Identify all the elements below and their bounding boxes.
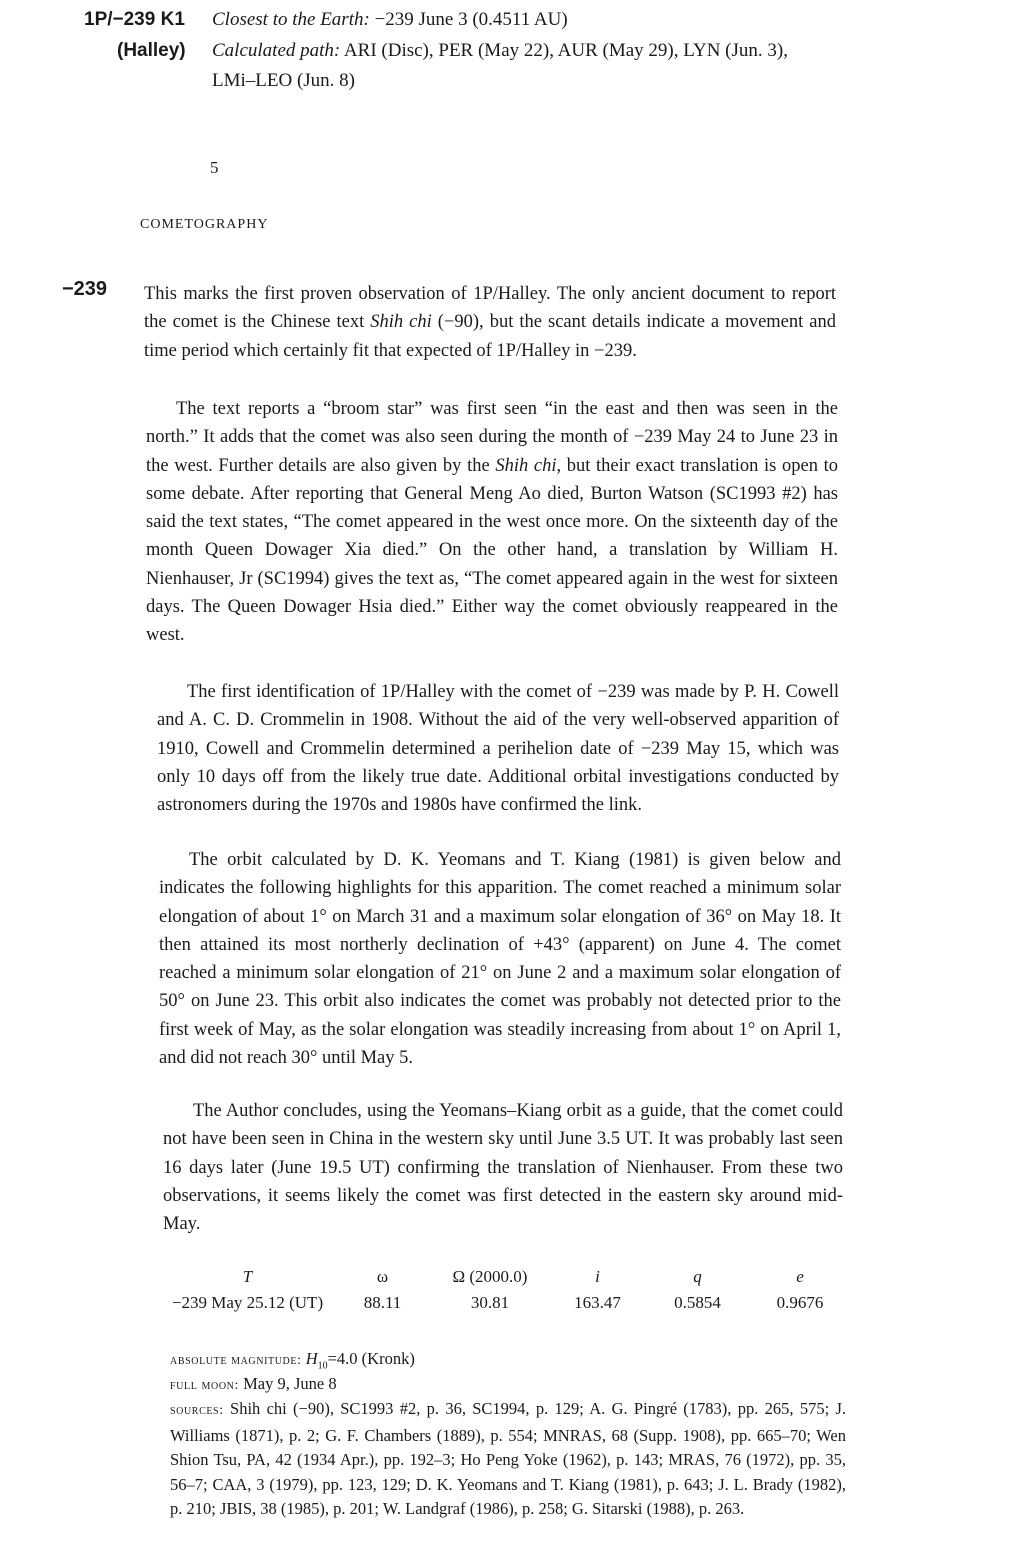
orbital-elements-table [160, 1264, 850, 1316]
comet-name: (Halley) [117, 40, 186, 61]
entry-year: −239 [62, 278, 108, 300]
value-eccentricity: 0.9676 [776, 1293, 824, 1312]
table-row [160, 1290, 850, 1316]
header-perihelion-distance: q [693, 1267, 702, 1286]
page-number: 5 [210, 158, 219, 177]
paragraph-4: The orbit calculated by D. K. Yeomans and T. Kiang (1981) is given below and indicates the following highlights for this apparition. The comet reached a minimum solar elongation of about 1° on March 31 and a maximum solar elongation of 36° on May 18. It then attained its most northerly declination of +43° (apparent) on June 4. The comet reached a minimum solar elongation of 21° on June 2 and a maximum solar elongation of 50° on June 23. This orbit also indicates the comet was probably not detected prior to the first week of May, as the solar elongation was steadily increasing from about 1° on April 1, and did not reach 30° until May 5. [159, 850, 841, 1069]
value-inclination: 163.47 [574, 1293, 621, 1312]
comet-designation: 1P/−239 K1 [84, 9, 185, 30]
calculated-path-value: ARI (Disc), PER (May 22), AUR (May 29), LYN (Jun. 3), [340, 40, 788, 61]
full-moon-note [170, 1372, 846, 1399]
paragraph-1-title: Shih chi [370, 312, 432, 333]
calculated-path-line [212, 40, 788, 62]
magnitude-subscript: 10 [317, 1360, 328, 1372]
header-omega: ω [376, 1267, 389, 1286]
header-perihelion-time: T [242, 1267, 253, 1286]
closest-approach-line [212, 9, 568, 31]
sources-note [170, 1397, 846, 1522]
value-perihelion-distance: 0.5854 [674, 1293, 721, 1312]
paragraph-2 [146, 395, 838, 650]
header-eccentricity: e [796, 1267, 804, 1286]
paragraph-5: The Author concludes, using the Yeomans–Kiang orbit as a guide, that the comet could not have been seen in China in the western sky until June 3.5 UT. It was probably last seen 16 days later (June 19.5 UT) confirming the translation of Nienhauser. From these two observations, it seems likely the comet was first detected in the eastern sky around mid-May. [163, 1101, 843, 1235]
magnitude-symbol: H [305, 1349, 318, 1368]
sources-label: sources: [170, 1403, 224, 1418]
value-omega: 88.11 [363, 1293, 402, 1312]
calculated-path-continuation: LMi–LEO (Jun. 8) [212, 70, 356, 91]
paragraph-1-text-a: This marks the first proven observation of 1P/Halley. The only ancient document to report the comet is the Chinese text [144, 284, 836, 333]
full-moon-label: full moon: [170, 1378, 239, 1393]
closest-approach-value: −239 June 3 (0.4511 AU) [369, 9, 568, 30]
absolute-magnitude-label: absolute magnitude: [170, 1353, 302, 1368]
table-header-row [160, 1264, 850, 1290]
paragraph-2-title: Shih chi [495, 455, 557, 476]
absolute-magnitude-value: =4.0 (Kronk) [327, 1349, 415, 1368]
paragraph-2-text-a: The text reports a “broom star” was first seen “in the east and then was seen in the north.” It adds that the comet was also seen during the month of −239 May 24 to June 23 in the west. Further details are also given by the [146, 399, 838, 476]
sources-value: Shih chi (−90), SC1993 #2, p. 36, SC1994, p. 129; A. G. Pingré (1783), pp. 265, 575; J. Williams (1871), p. 2; G. F. Chambers (1889), p. 554; MNRAS, 68 (Supp. 1908), pp. 665–70; Wen Shion Tsu, PA, 42 (1934 Apr.), pp. 192–3; Ho Peng Yoke (1962), p. 143; MRAS, 76 (1972), pp. 35, 56–7; CAA, 3 (1979), pp. 123, 129; D. K. Yeomans and T. Kiang (1981), p. 643; J. L. Brady (1982), p. 210; JBIS, 38 (1985), p. 201; W. Landgraf (1986), p. 258; G. Sitarski (1988), p. 263. [170, 1399, 846, 1518]
paragraph-1-text-b: (−90), but the scant details indicate a movement and time period which certainly fit that expected of 1P/Halley in −239. [144, 312, 837, 361]
calculated-path-label: Calculated path: [212, 40, 341, 61]
running-head: COMETOGRAPHY [140, 217, 269, 232]
value-node: 30.81 [470, 1293, 510, 1312]
closest-approach-label: Closest to the Earth: [212, 9, 370, 30]
paragraph-1 [144, 280, 836, 365]
value-perihelion-time: −239 May 25.12 (UT) [171, 1293, 324, 1312]
header-inclination: i [595, 1267, 600, 1286]
header-node: Ω (2000.0) [452, 1267, 528, 1286]
full-moon-value: May 9, June 8 [238, 1374, 337, 1393]
paragraph-3: The first identification of 1P/Halley with the comet of −239 was made by P. H. Cowell and A. C. D. Crommelin in 1908. Without the aid of the very well-observed apparition of 1910, Cowell and Crommelin determined a perihelion date of −239 May 15, which was only 10 days off from the likely true date. Additional orbital investigations conducted by astronomers during the 1970s and 1980s have confirmed the link. [157, 682, 839, 816]
paragraph-2-text-b: , but their exact translation is open to some debate. After reporting that General Meng Ao died, Burton Watson (SC1993 #2) has said the text states, “The comet appeared in the west once more. On the sixteenth day of the month Queen Dowager Xia died.” On the other hand, a translation by William H. Nienhauser, Jr (SC1994) gives the text as, “The comet appeared again in the west for sixteen days. The Queen Dowager Hsia died.” Either way the comet obviously reappeared in the west. [146, 455, 838, 646]
